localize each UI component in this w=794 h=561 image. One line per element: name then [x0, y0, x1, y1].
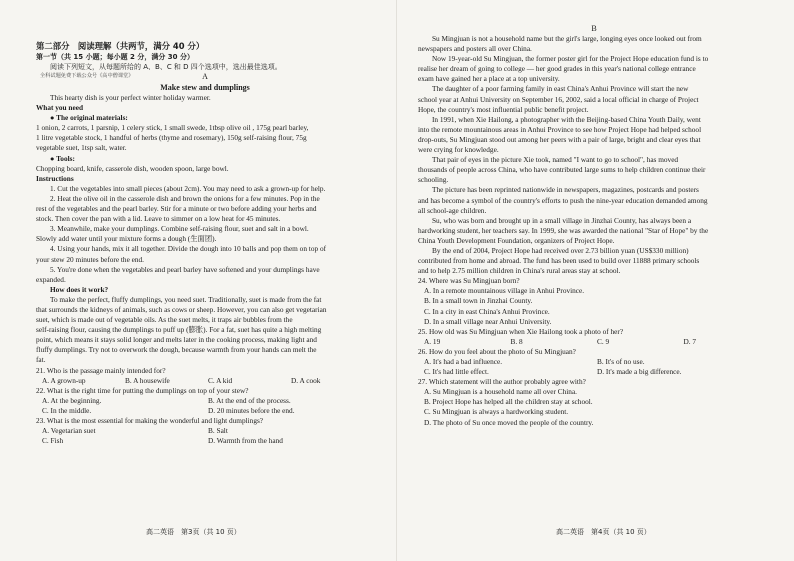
option-c: C. Su Mingjuan is always a hardworking student.	[424, 407, 569, 417]
passage-line: vegetable suet, 1tsp salt, water.	[36, 143, 127, 153]
option-b: B. 8	[510, 336, 523, 346]
passage-line: exam have gained her a place at a top university.	[418, 74, 560, 84]
option-d: D. Warmth from the hand	[208, 436, 283, 446]
option-d: D. A cook	[291, 375, 321, 385]
option-b: B. It's of no use.	[597, 357, 645, 366]
passage-line: Su Mingjuan is not a household name but the girl's large, longing eyes once looked out from	[432, 34, 702, 43]
passage-title: Make stew and dumplings	[160, 83, 250, 92]
passage-line: This hearty dish is your perfect winter holiday warmer.	[50, 93, 211, 102]
passage-line: 1. Cut the vegetables into small pieces (about 2cm). You may need to ask a grown-up for help.	[50, 183, 326, 193]
question-26-options	[418, 357, 770, 367]
option-c: C. A kid	[208, 375, 233, 385]
section-label: ● The original materials:	[50, 113, 128, 123]
passage-line: Now 19-year-old Su Mingjuan, the former poster girl for the Project Hope education fund is to	[432, 54, 709, 64]
option-d: D. 20 minutes before the end.	[208, 405, 295, 415]
passage-b-body	[418, 34, 770, 276]
passage-line: The daughter of a poor farming family in east China's Anhui Province will start the new	[432, 84, 689, 94]
option-c: C. In the middle.	[42, 405, 92, 415]
option-d: D. 7	[683, 336, 697, 346]
passage-letter-a: A	[202, 72, 208, 81]
question-24: 24. Where was Su Mingjuan born?	[418, 276, 520, 286]
passage-line: The picture has been reprinted nationwide in newspapers, magazines, postcards and posters	[432, 185, 699, 195]
passage-line: Slowly add water until your mixture forms a dough (生面团).	[36, 234, 217, 244]
passage-letter-b: B	[591, 24, 597, 33]
passage-line: 4. Using your hands, mix it all together. Divide the dough into 10 balls and pop them on top of	[50, 244, 327, 254]
question-21: 21. Who is the passage mainly intended for?	[36, 365, 166, 375]
option-d: D. The photo of Su once moved the people of the country.	[424, 417, 594, 427]
passage-line: were crying for knowledge.	[418, 145, 499, 155]
option-c: C. 9	[597, 336, 610, 346]
passage-line: 2. Heat the olive oil in the casserole dish and brown the onions for a few minutes. Pop in the	[50, 193, 320, 203]
passage-line: Su, who was born and brought up in a small village in Jinzhai County, has always been a	[432, 215, 692, 225]
passage-line: 1 onion, 2 carrots, 1 parsnip, 1 celery stick, 1 small swede, 1tbsp olive oil , 175g pearl barley,	[36, 123, 309, 133]
passage-line: fluffy dumplings. Try not to overwork the dough, because warmth from your hands can melt the	[36, 345, 317, 355]
option-b: B. At the end of the process.	[208, 395, 291, 405]
passage-line: into the remote mountainous areas in Anhui Province to see how Project Hope had helped school	[418, 124, 702, 134]
passage-line: thousands of people across China, who have contributed large sums to help children continue their	[418, 165, 706, 175]
passage-line: stock. Then cover the pan with a lid. Leave to simmer on a low heat for 45 minutes.	[36, 214, 281, 224]
section-label: What you need	[36, 103, 84, 113]
page-footer-right: 高二英语 第4页（共 10 页）	[556, 528, 651, 536]
section-heading: 第二部分 阅读理解（共两节，满分 40 分）	[36, 41, 205, 51]
passage-line: That pair of eyes in the picture Xie took, named "I want to go to school", has moved	[432, 155, 679, 165]
passage-line: all school-age children.	[418, 205, 487, 215]
question-23: 23. What is the most essential for making the wonderful and light dumplings?	[36, 416, 264, 425]
option-b: B. Project Hope has helped all the children stay at school.	[424, 397, 593, 407]
passage-line: In 1991, when Xie Hailong, a photographer with the Beijing-based China Youth Daily, went	[432, 114, 701, 124]
passage-line: To make the perfect, fluffy dumplings, you need suet. Traditionally, suet is made from the fat	[50, 294, 322, 304]
download-note: 全科试题免费下载公众号《高中僧课堂》	[40, 73, 134, 79]
passage-line: realise her dream of going to college — her good grades in this year's national college entrance	[418, 64, 696, 74]
option-a: A. Su Mingjuan is a household name all over China.	[424, 387, 578, 397]
right-page	[418, 0, 770, 561]
option-a: A. A grown-up	[42, 375, 86, 385]
left-page	[36, 0, 374, 561]
question-22: 22. What is the right time for putting the dumplings on top of your stew?	[36, 385, 249, 395]
question-25: 25. How old was Su Mingjuan when Xie Hailong took a photo of her?	[418, 326, 624, 336]
section-label: How does it work?	[50, 284, 109, 294]
passage-line: and has become a symbol of the country's efforts to push the nine-year education demanded among	[418, 195, 708, 205]
passage-line: school year at Anhui University on September 16, 2002, said a local official in charge of Project	[418, 94, 699, 104]
question-22-options	[36, 396, 374, 406]
page-gutter	[396, 0, 397, 561]
passage-line: By the end of 2004, Project Hope had received over 2.73 billion yuan (US$330 million)	[432, 245, 689, 255]
option-a: A. Vegetarian suet	[42, 426, 96, 436]
question-23-options	[36, 426, 374, 436]
page-footer-left: 高二英语 第3页（共 10 页）	[146, 528, 241, 536]
passage-line: rest of the vegetables and the pearl barley. Stir for a minute or two before adding your herbs and	[36, 204, 317, 214]
question-23-options	[36, 436, 374, 446]
passage-line: expanded.	[36, 274, 66, 284]
passage-line: hardworking student, her teachers say. In 1999, she was awarded the national "Star of Hope" by the	[418, 225, 709, 235]
passage-line: schooling.	[418, 175, 449, 185]
passage-line: 1 litre vegetable stock, 1 handful of herbs (thyme and rosemary), 150g self-raising flour, 75g	[36, 133, 307, 143]
option-b: B. Salt	[208, 426, 228, 436]
section-label: ● Tools:	[50, 153, 75, 163]
question-27: 27. Which statement will the author probably agree with?	[418, 377, 586, 387]
question-26-options	[418, 367, 770, 377]
option-c: C. Fish	[42, 436, 64, 446]
passage-line: 3. Meanwhile, make your dumplings. Combine self-raising flour, suet and salt in a bowl.	[50, 224, 309, 234]
passage-line: fat.	[36, 355, 46, 365]
question-21-options	[36, 376, 374, 386]
passage-line: and to help 2.75 million children in China's rural areas stay at school.	[418, 266, 621, 276]
option-d: D. In a small village near Anhui University.	[424, 316, 552, 326]
option-a: A. In a remote mountainous village in Anhui Province.	[424, 286, 585, 296]
passage-line: 5. You're done when the vegetables and pearl barley have softened and your dumplings have	[50, 264, 320, 274]
option-b: B. In a small town in Jinzhai County.	[424, 296, 533, 306]
option-a: A. 19	[424, 336, 441, 346]
option-b: B. A housewife	[125, 375, 170, 385]
question-25-options	[418, 337, 770, 347]
passage-line: China Youth Development Foundation, organizers of Project Hope.	[418, 235, 615, 245]
option-c: C. In a city in east China's Anhui Province.	[424, 306, 550, 316]
passage-line: contributed from home and abroad. The fund has been used to build over 11888 primary schools	[418, 256, 700, 266]
option-c: C. It's had little effect.	[424, 367, 489, 377]
instruction-text: 阅读下列短文，从每题所给的 A、B、C 和 D 四个选项中，选出最佳选项。	[50, 63, 282, 71]
passage-line: Chopping board, knife, casserole dish, wooden spoon, large bowl.	[36, 163, 229, 173]
passage-line: suet, which is made out of vegetable oils. As the suet melts, it traps air bubbles from the	[36, 315, 293, 325]
passage-line: that surrounds the kidneys of animals, such as cows or sheep. However, you can also get vegetarian	[36, 304, 327, 314]
option-a: A. At the beginning.	[42, 395, 102, 405]
section-label: Instructions	[36, 173, 74, 183]
passage-line: Hope, the country's most influential public benefit project.	[418, 104, 589, 114]
option-d: D. It's made a big difference.	[597, 367, 682, 377]
question-22-options	[36, 406, 374, 416]
passage-line: your stew 20 minutes before the end.	[36, 254, 145, 264]
passage-line: newspapers and posters all over China.	[418, 44, 532, 54]
subsection-heading: 第一节（共 15 小题；每小题 2 分，满分 30 分）	[36, 53, 194, 61]
option-a: A. It's had a bad influence.	[424, 357, 503, 366]
passage-line: drop-outs, Su Mingjuan stood out among her peers with a pair of large, bright and clear eyes that	[418, 134, 701, 144]
passage-line: point, which means it stays solid longer and melts later in the cooking process, making light and	[36, 335, 317, 345]
question-26: 26. How do you feel about the photo of Su Mingjuan?	[418, 346, 576, 356]
passage-line: self-raising flour, causing the dumplings to puff up (膨胀). For a fat, suet has quite a high melting	[36, 325, 322, 335]
